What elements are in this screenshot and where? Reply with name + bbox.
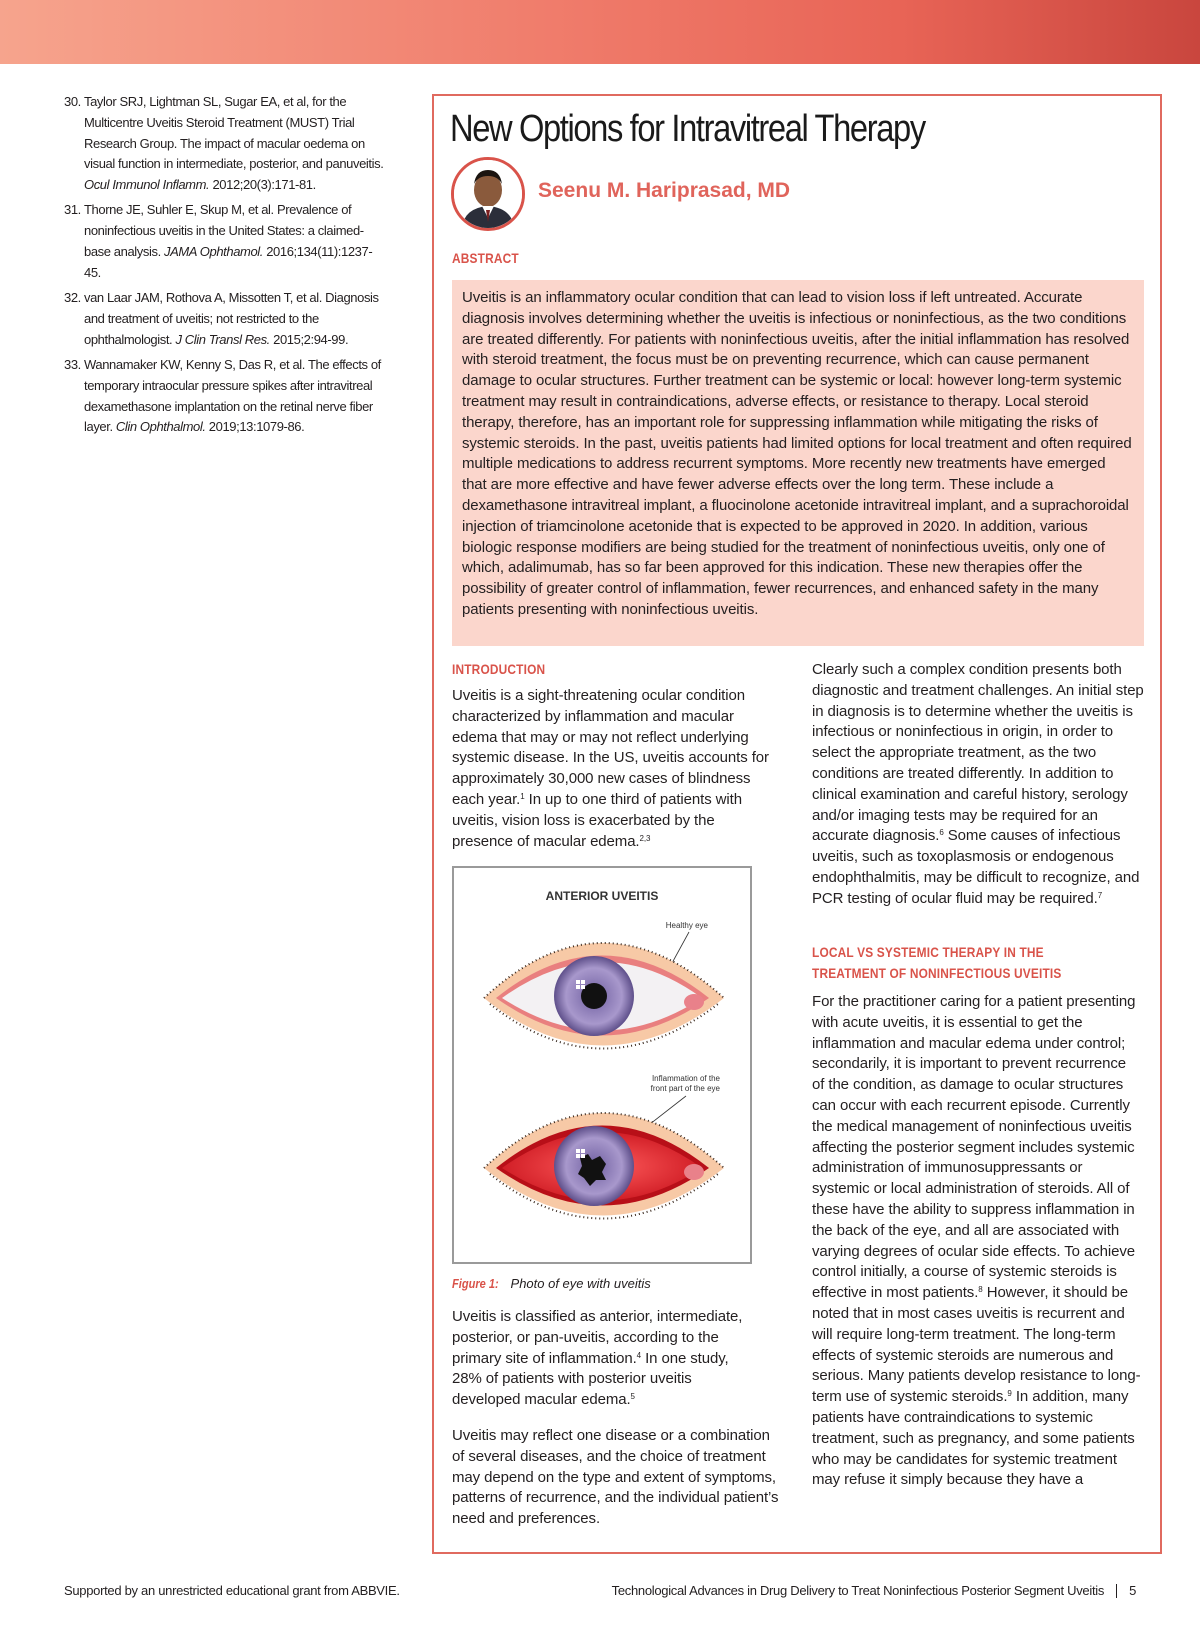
label-inflamed-eye-line1: Inflammation of the	[651, 1074, 720, 1083]
reference-citation: 2015;2:94-99.	[269, 331, 349, 347]
figure-caption-text: Photo of eye with uveitis	[506, 1276, 651, 1291]
introduction-heading: INTRODUCTION	[452, 661, 546, 677]
figure-caption-label: Figure 1:	[452, 1276, 499, 1291]
eye-illustration	[454, 868, 750, 1262]
article-title: New Options for Intravitreal Therapy	[450, 108, 925, 150]
local-vs-systemic-heading-line2: TREATMENT OF NONINFECTIOUS UVEITIS	[812, 965, 1062, 981]
intro-text: Uveitis is classified as anterior, intermediate, posterior, or pan-uveitis, according to the primary site of inflammation.	[452, 1308, 743, 1367]
body-text: Clearly such a complex condition presents both diagnostic and treatment challenges. An initial step in diagnosis is to determine whether the uveitis is infectious or noninfectious in origin, in order to select the appropriate treatment, as the two conditions are treated differently. In addition to clinical examination and careful history, serology and/or imaging tests may be required for an accurate diagnosis.	[812, 661, 1144, 845]
reference-text: Thorne JE, Suhler E, Skup M, et al. Prevalence of noninfectious uveitis in the United States: a claimed-base analysis.	[84, 202, 364, 260]
footer-running-title	[612, 1583, 1136, 1598]
inflamed-eye-icon	[484, 1113, 724, 1219]
footer-sponsor: Supported by an unrestricted educational grant from ABBVIE.	[64, 1583, 400, 1598]
reference-number: 33.	[64, 357, 81, 373]
citation-sup: 2,3	[639, 833, 651, 843]
citation-sup: 4	[636, 1350, 642, 1360]
intro-paragraph-2	[452, 1307, 762, 1411]
citation-sup: 1	[520, 791, 525, 801]
body-text: Some causes of infectious uveitis, such as toxoplasmosis or endogenous endophthalmitis, may be difficult to recognize, and PCR testing of ocular fluid may be required.	[812, 827, 1140, 907]
author-avatar	[451, 157, 525, 231]
body-text: In addition, many patients have contraindications to systemic treatment, such as pregnancy, and some patients who may be candidates for systemic treatment may refuse it simply because they have a	[812, 1388, 1135, 1489]
citation-sup: 6	[939, 828, 944, 838]
right-paragraph-1	[812, 660, 1150, 910]
abstract-text: Uveitis is an inflammatory ocular condition that can lead to vision loss if left untreated. Accurate diagnosis involves determining whether the uveitis is infectious or noninfectious, as the two conditions are treated differently. For patients with noninfectious uveitis, after the initial inflammation has resolved with steroid treatment, the focus must be on preventing recurrence, which can cause permanent damage to ocular structures. Further treatment can be systemic or local: however long-term systemic treatment may result in contraindications, adverse effects, or resistance to therapy. Local steroid therapy, therefore, has an important role for suppressing inflammation while mitigating the risks of systemic steroids. In the past, uveitis patients had limited options for local treatment and often required multiple medications to address recurrent symptoms. More recently new treatments have emerged that are more effective and have fewer adverse effects over the long term. These include a dexamethasone intravitreal implant, a fluocinolone acetonide intravitreal implant, and a suprachoroidal injection of triamcinolone acetonide that is expected to be approved in 2020. In addition, various biologic response modifiers are being studied for the treatment of noninfectious uveitis, only one of which, adalimumab, has so far been approved for this indication. These new therapies offer the possibility of greater control of inflammation, fewer recurrences, and enhanced safety in the many patients presenting with noninfectious uveitis.	[462, 289, 1132, 618]
body-text: For the practitioner caring for a patient presenting with acute uveitis, it is essential to get the inflammation and macular edema under control; secondarily, it is important to prevent recurrence of the condition, as damage to ocular structures can occur with each recurrent episode. Currently the medical management of noninfectious uveitis affecting the posterior segment includes systemic administration of immunosuppressants or systemic or local administration of steroids. All of these have the ability to suppress inflammation in the back of the eye, and all are associated with varying degrees of ocular side effects. To achieve control initially, a course of systemic steroids is effective in most patients.	[812, 993, 1136, 1302]
citation-sup: 9	[1007, 1389, 1012, 1399]
figure-anterior-uveitis	[452, 866, 752, 1264]
reference-journal: Ocul Immunol Inflamm.	[84, 177, 210, 193]
intro-paragraph-1	[452, 686, 778, 852]
header-banner	[0, 0, 1200, 64]
figure-caption	[452, 1276, 651, 1291]
reference-citation: 2019;13:1079-86.	[205, 419, 305, 435]
reference-journal: JAMA Ophthamol.	[164, 244, 264, 260]
body-text: However, it should be noted that in most cases uveitis is recurrent and will require long-term treatment. The long-term effects of systemic steroids are numerous and serious. Many patients develop resistance to long-term use of systemic steroids.	[812, 1284, 1141, 1406]
citation-sup: 7	[1097, 890, 1103, 900]
abstract-heading: ABSTRACT	[452, 250, 519, 266]
reference-citation: 2016;134(11):1237-45.	[84, 244, 373, 280]
intro-paragraph-3: Uveitis may reflect one disease or a combination of several diseases, and the choice of treatment may depend on the type and extent of symptoms, patterns of recurrence, and the individual patient’s need and preferences.	[452, 1427, 779, 1528]
reference-item	[64, 355, 384, 438]
footer-title: Technological Advances in Drug Delivery to Treat Noninfectious Posterior Segment Uveitis	[611, 1583, 1105, 1598]
reference-item	[64, 288, 384, 350]
intro-text: In up to one third of patients with uveitis, vision loss is exacerbated by the presence of macular edema.	[452, 790, 742, 850]
local-vs-systemic-heading-line1: LOCAL VS SYSTEMIC THERAPY IN THE	[812, 944, 1044, 960]
reference-text: van Laar JAM, Rothova A, Missotten T, et al. Diagnosis and treatment of uveitis; not restricted to the ophthalmologist.	[84, 290, 379, 347]
reference-number: 32.	[64, 290, 81, 306]
reference-citation: 2012;20(3):171-81.	[209, 177, 316, 193]
reference-text: Wannamaker KW, Kenny S, Das R, et al. The effects of temporary intraocular pressure spikes after intravitreal dexamethasone implantation on the retinal nerve fiber layer.	[84, 357, 381, 435]
intro-text: In one study, 28% of patients with posterior uveitis developed macular edema.	[452, 1349, 729, 1409]
label-inflamed-eye-line2: front part of the eye	[650, 1084, 720, 1093]
author-portrait-icon	[454, 160, 522, 228]
reference-journal: J Clin Transl Res.	[175, 331, 270, 347]
reference-number: 30.	[64, 94, 81, 109]
label-healthy-eye: Healthy eye	[665, 921, 708, 930]
right-paragraph-2	[812, 992, 1142, 1491]
page-number: 5	[1129, 1583, 1136, 1598]
footer-divider	[1116, 1584, 1117, 1598]
references-list	[64, 92, 384, 443]
citation-sup: 5	[630, 1392, 635, 1402]
intro-text: Uveitis is a sight-threatening ocular condition characterized by inflammation and macular edema that may or may not reflect underlying systemic disease. In the US, uveitis accounts for approximately 30,000 new cases of blindness each year.	[452, 687, 769, 808]
reference-text: Taylor SRJ, Lightman SL, Sugar EA, et al, for the Multicentre Uveitis Steroid Treatment (MUST) Trial Research Group. The impact of macular oedema on visual function in intermediate, posterior, and panuveitis.	[84, 94, 384, 172]
reference-journal: Clin Ophthalmol.	[115, 419, 206, 435]
author-name: Seenu M. Hariprasad, MD	[538, 179, 791, 202]
healthy-eye-icon	[484, 943, 724, 1049]
citation-sup: 8	[978, 1285, 983, 1295]
reference-item	[64, 92, 384, 196]
abstract-box	[452, 280, 1144, 646]
figure-title: ANTERIOR UVEITIS	[545, 889, 659, 903]
reference-item	[64, 200, 384, 283]
reference-number: 31.	[64, 202, 81, 218]
